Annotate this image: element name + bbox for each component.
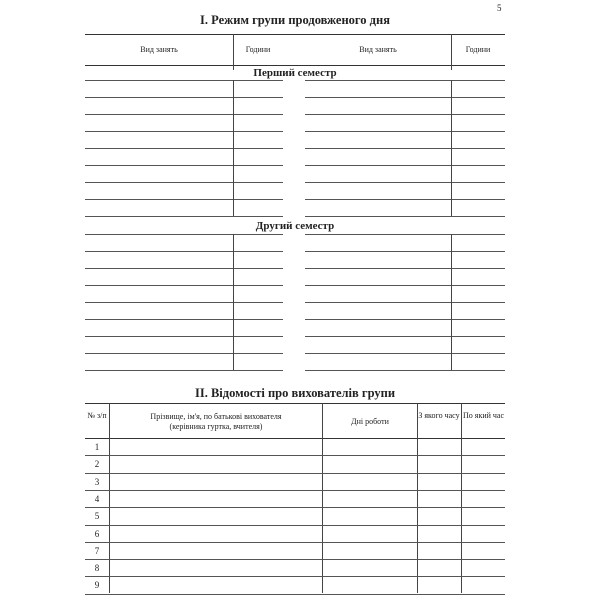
column-divider — [451, 65, 452, 70]
row-number: 3 — [94, 476, 100, 487]
row-number: 4 — [94, 493, 100, 504]
ruled-line-right — [305, 285, 505, 286]
ruled-line-left — [85, 199, 283, 200]
ruled-line-right — [305, 268, 505, 269]
header-name-line1: Прізвище, ім'я, по батькові вихователя — [150, 412, 282, 421]
column-divider — [233, 80, 234, 216]
header-hours-right: Години — [465, 45, 491, 54]
row-number: 5 — [94, 511, 100, 522]
ruled-line-left — [85, 268, 283, 269]
ruled-line-left — [85, 131, 283, 132]
header-from: З якого часу — [418, 411, 460, 420]
header-num: № з/п — [87, 411, 107, 420]
ruled-line-right — [305, 199, 505, 200]
table-row-line — [85, 576, 505, 577]
row-number: 9 — [94, 580, 100, 591]
ruled-line-left — [85, 182, 283, 183]
header-activity-right: Вид занять — [359, 45, 397, 54]
table1-top-border — [85, 34, 505, 35]
ruled-line-left — [85, 370, 283, 371]
header-name — [110, 412, 322, 432]
header-divider — [233, 34, 234, 65]
ruled-line-right — [305, 370, 505, 371]
ruled-line-right — [305, 97, 505, 98]
column-divider — [233, 234, 234, 370]
ruled-line-left — [85, 285, 283, 286]
ruled-line-left — [85, 336, 283, 337]
table1-header-bottom — [85, 65, 505, 66]
header-name-line2: (керівника гуртка, вчителя) — [169, 422, 263, 431]
ruled-line-right — [305, 336, 505, 337]
header-hours-left: Години — [245, 45, 271, 54]
ruled-line-right — [305, 216, 505, 217]
row-number: 2 — [94, 459, 100, 470]
ruled-line-left — [85, 234, 283, 235]
ruled-line-right — [305, 234, 505, 235]
header-to: По який час — [462, 411, 505, 420]
header-activity-left: Вид занять — [140, 45, 178, 54]
ruled-line-right — [305, 353, 505, 354]
ruled-line-left — [85, 97, 283, 98]
ruled-line-right — [305, 114, 505, 115]
semester1-label: Перший семестр — [85, 67, 505, 79]
ruled-line-right — [305, 165, 505, 166]
semester2-label: Другий семестр — [85, 220, 505, 232]
table-row-line — [85, 542, 505, 543]
ruled-line-left — [85, 216, 283, 217]
ruled-line-right — [305, 182, 505, 183]
ruled-line-right — [305, 251, 505, 252]
column-divider — [451, 80, 452, 216]
ruled-line-left — [85, 165, 283, 166]
ruled-line-left — [85, 80, 283, 81]
ruled-line-left — [85, 353, 283, 354]
table-row-line — [85, 507, 505, 508]
ruled-line-right — [305, 302, 505, 303]
ruled-line-left — [85, 114, 283, 115]
ruled-line-right — [305, 148, 505, 149]
ruled-line-right — [305, 131, 505, 132]
ruled-line-left — [85, 319, 283, 320]
section2-title: II. Відомості про вихователів групи — [194, 386, 396, 400]
row-number: 7 — [94, 545, 100, 556]
row-number: 1 — [94, 442, 100, 452]
row-number: 8 — [94, 563, 100, 574]
ruled-line-right — [305, 80, 505, 81]
section1-title: I. Режим групи продовженого дня — [200, 13, 390, 27]
table-row-line — [85, 559, 505, 560]
ruled-line-right — [305, 319, 505, 320]
table-row-line — [85, 594, 505, 595]
table-row-line — [85, 473, 505, 474]
column-divider — [109, 403, 110, 593]
table-row-line — [85, 525, 505, 526]
table2-header-bottom — [85, 438, 505, 439]
table-row-line — [85, 455, 505, 456]
ruled-line-left — [85, 302, 283, 303]
ruled-line-left — [85, 148, 283, 149]
header-days: Дні роботи — [351, 417, 389, 426]
column-divider — [322, 403, 323, 593]
column-divider — [461, 403, 462, 593]
ruled-line-left — [85, 251, 283, 252]
page-number: 5 — [497, 3, 502, 13]
column-divider — [233, 65, 234, 70]
table2-top-border — [85, 403, 505, 404]
column-divider — [417, 403, 418, 593]
header-divider — [451, 34, 452, 65]
row-number: 6 — [94, 528, 100, 539]
table-row-line — [85, 490, 505, 491]
column-divider — [451, 234, 452, 370]
